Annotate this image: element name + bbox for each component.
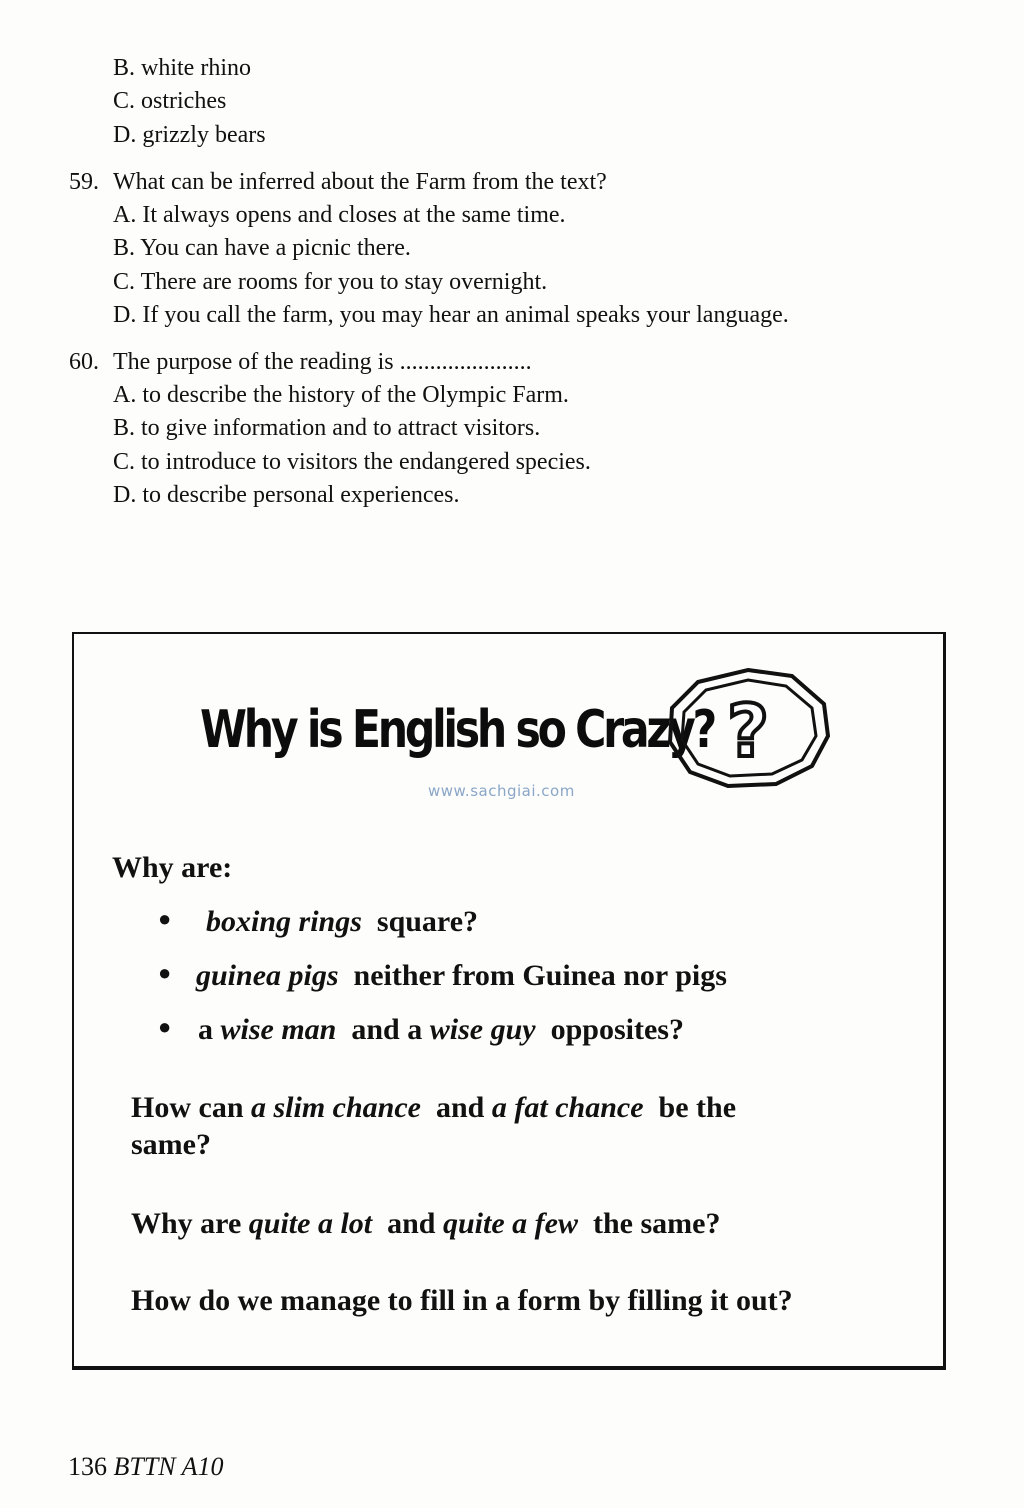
question-59 — [69, 168, 607, 196]
italic-phrase: quite a lot — [248, 1207, 373, 1240]
bullet-rest: opposites? — [550, 1013, 684, 1046]
question-number: 60. — [69, 349, 99, 375]
bullet-item — [206, 904, 478, 940]
watermark: www.sachgiai.com — [428, 782, 575, 800]
italic-phrase: guinea pigs — [196, 959, 339, 992]
bullet-rest: square? — [376, 905, 479, 938]
bullet-dot: ● — [158, 1014, 172, 1039]
box-question-2 — [131, 1206, 720, 1242]
bullet-mid: and a — [351, 1013, 423, 1046]
question-number: 59. — [69, 169, 99, 195]
q-post: the same? — [593, 1207, 721, 1240]
q60-option-c: C. to introduce to visitors the endangered species. — [113, 449, 591, 475]
q-post: be the — [658, 1091, 737, 1124]
option-b: B. white rhino — [113, 55, 251, 81]
book-code: BTTN A10 — [113, 1452, 224, 1481]
bullet-item — [198, 1012, 684, 1048]
box-question-1 — [131, 1090, 736, 1126]
q-mid: and — [436, 1091, 485, 1124]
italic-phrase: a fat chance — [491, 1091, 644, 1124]
q59-option-b: B. You can have a picnic there. — [113, 235, 411, 261]
italic-phrase: a slim chance — [251, 1091, 421, 1124]
option-c: C. ostriches — [113, 88, 227, 114]
bullet-dot: ● — [158, 960, 172, 985]
q59-option-d: D. If you call the farm, you may hear an animal speaks your language. — [113, 302, 789, 328]
q59-option-c: C. There are rooms for you to stay overnight. — [113, 269, 548, 295]
intro-text: Why are: — [112, 851, 233, 884]
question-text: What can be inferred about the Farm from the text? — [113, 169, 607, 195]
q-pre: How can — [131, 1091, 244, 1124]
page-number: 136 — [68, 1452, 107, 1481]
italic-phrase: boxing rings — [206, 905, 362, 938]
q60-option-b: B. to give information and to attract visitors. — [113, 415, 541, 441]
emblem-symbol: ? — [727, 689, 769, 773]
italic-phrase: wise man — [220, 1013, 337, 1046]
question-mark-icon — [664, 664, 832, 792]
page-footer — [68, 1452, 224, 1482]
bullet-item — [196, 958, 727, 994]
option-d: D. grizzly bears — [113, 122, 266, 148]
q-mid: and — [387, 1207, 436, 1240]
q60-option-d: D. to describe personal experiences. — [113, 482, 460, 508]
bullet-pre: a — [198, 1013, 213, 1046]
q-pre: Why are — [131, 1207, 242, 1240]
italic-phrase: wise guy — [429, 1013, 536, 1046]
box-title: Why is English so Crazy? — [200, 700, 714, 760]
italic-phrase: quite a few — [443, 1207, 578, 1240]
question-60 — [69, 348, 532, 376]
question-text: The purpose of the reading is ...................... — [113, 349, 532, 375]
bullet-dot: ● — [158, 906, 172, 931]
q60-option-a: A. to describe the history of the Olympic Farm. — [113, 382, 569, 408]
box-question-3: How do we manage to fill in a form by filling it out? — [131, 1284, 793, 1317]
q59-option-a: A. It always opens and closes at the same time. — [113, 202, 566, 228]
box-question-1-line2: same? — [131, 1128, 211, 1161]
bullet-rest: neither from Guinea nor pigs — [353, 959, 727, 992]
